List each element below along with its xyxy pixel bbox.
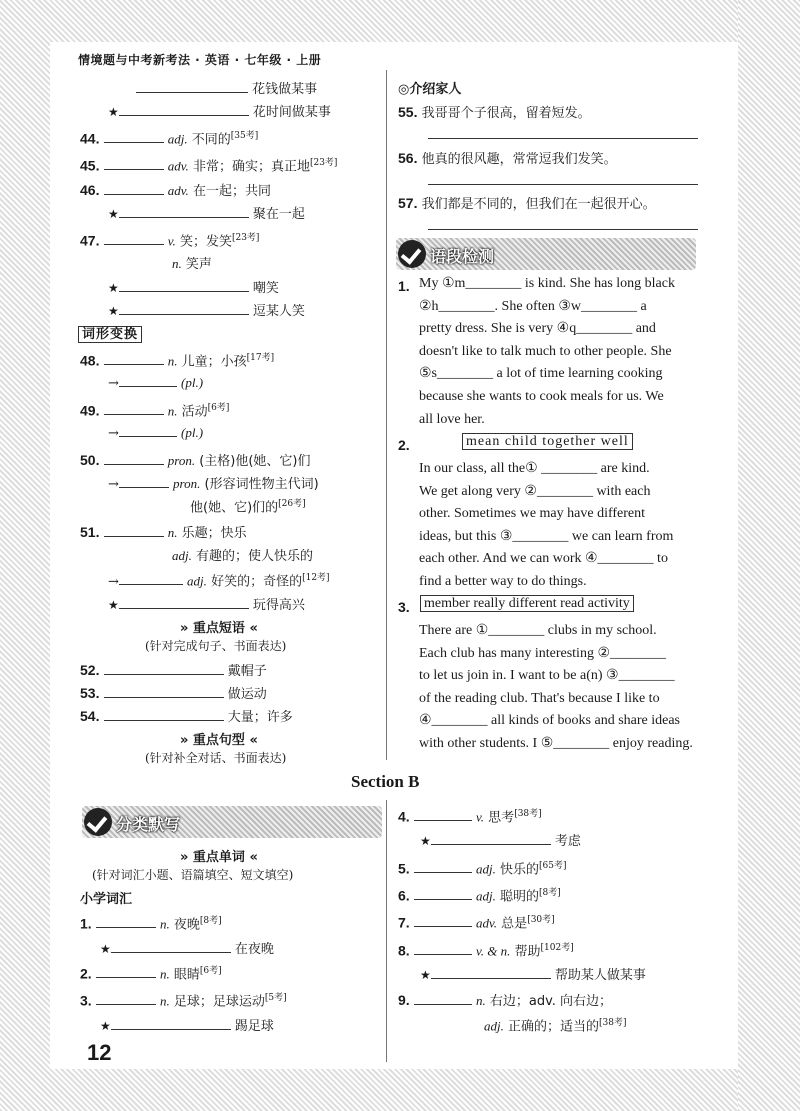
page-border-right [738, 0, 800, 1111]
b-entry-8: 8. v. & n. 帮助[102考] [398, 942, 574, 960]
b-entry-2: 2. n. 眼睛[6考] [80, 965, 222, 983]
top-item: 花钱做某事 [108, 78, 317, 97]
sentence-55: 55. 我哥哥个子很高，留着短发。 [398, 104, 591, 121]
phrases-note: (针对完成句子、书面表达) [145, 639, 287, 653]
entry-51-funny: → adj. 好笑的；奇怪的[12考] [108, 573, 330, 590]
b-entry-star: ★ 在夜晚 [100, 942, 274, 957]
top-item: ★ 花时间做某事 [108, 105, 331, 120]
b-entry-6: 6. adj. 聪明的[8考] [398, 887, 561, 905]
column-divider [386, 70, 387, 760]
passage-2-num: 2. [398, 437, 410, 453]
b-entry-star: ★ 考虑 [420, 834, 581, 849]
entry-50-poss-cont: 他(她、它)们的[26考] [190, 499, 306, 516]
entry-45: 45. adv. 非常；确实；真正地[23考] [80, 157, 338, 175]
b-entry-9: 9. n. 右边；adv. 向右边； [398, 992, 613, 1009]
entry-51-adj: adj. 有趣的；使人快乐的 [172, 548, 314, 564]
b-entry-5: 5. adj. 快乐的[65考] [398, 860, 567, 878]
answer-line [428, 127, 698, 143]
entry-49: 49. n. 活动[6考] [80, 402, 230, 420]
page-border-top [0, 0, 800, 42]
primary-vocab-label: 小学词汇 [80, 892, 133, 907]
section-b-title: Section B [351, 772, 420, 791]
entry-star: ★ 逗某人笑 [108, 304, 305, 319]
b-entry-3: 3. n. 足球；足球运动[5考] [80, 992, 287, 1010]
entry-48: 48. n. 儿童；小孩[17考] [80, 352, 275, 370]
entry-46: 46. adv. 在一起；共同 [80, 182, 271, 199]
patterns-heading: » 重点句型 « [180, 733, 258, 748]
b-entry-4: 4. v. 思考[38考] [398, 808, 542, 826]
passage-3-wordbox: member really different read activity [420, 596, 634, 612]
banner-passage-title: 语段检测 [430, 247, 495, 266]
entry-48-pl: → (pl.) [108, 375, 204, 391]
entry-star: ★ 嘲笑 [108, 281, 279, 296]
b-entry-7: 7. adv. 总是[30考] [398, 914, 555, 932]
passage-3-num: 3. [398, 599, 410, 615]
passage-2: In our class, all the① ________ are kind. We get along very ②________ with each other. Sometimes we may have different ideas, but this ③________ we can learn from each other. And we can work ④________ to find a better way to do things. [419, 461, 674, 589]
page-border-bottom [0, 1069, 800, 1111]
sentence-57: 57. 我们都是不同的，但我们在一起很开心。 [398, 195, 656, 212]
b-entry-1: 1. n. 夜晚[8考] [80, 915, 222, 933]
patterns-note: (针对补全对话、书面表达) [145, 751, 287, 765]
entry-50-poss: → pron. (形容词性物主代词) [108, 476, 319, 492]
b-entry-star: ★ 踢足球 [100, 1019, 274, 1034]
entry-44: 44. adj. 不同的[35考] [80, 130, 259, 148]
b-entry-9-adj: adj. 正确的；适当的[38考] [484, 1018, 627, 1035]
page-number: 12 [87, 1040, 112, 1065]
phrases-heading: » 重点短语 « [180, 621, 258, 636]
entry-50: 50. pron. (主格)他(她、它)们 [80, 452, 311, 469]
b-entry-star: ★ 帮助某人做某事 [420, 968, 646, 983]
intro-heading: ◎介绍家人 [398, 82, 462, 97]
section-label-transform: 词形变换 [78, 323, 142, 342]
entry-52: 52. 戴帽子 [80, 662, 267, 679]
check-icon [84, 808, 112, 836]
passage-3: There are ①________ clubs in my school. Each club has many interesting ②________ to let us join in. I want to be a(n) ③________ of the reading club. That's because I like to ④________ all kinds of books and share ideas with other students. I ⑤________ enjoy reading. [419, 623, 693, 751]
entry-49-pl: → (pl.) [108, 425, 204, 441]
column-divider-b [386, 800, 387, 1062]
check-icon [398, 240, 426, 268]
passage-2-wordbox: mean child together well [462, 434, 633, 450]
entry-star: ★ 聚在一起 [108, 207, 305, 222]
banner-categorized-title: 分类默写 [116, 815, 181, 834]
sentence-56: 56. 他真的很风趣，常常逗我们发笑。 [398, 150, 617, 167]
entry-star: ★ 玩得高兴 [108, 598, 305, 613]
entry-51: 51. n. 乐趣；快乐 [80, 524, 247, 541]
page-header: 情境题与中考新考法 · 英语 · 七年级 · 上册 [78, 53, 322, 67]
entry-53: 53. 做运动 [80, 685, 267, 702]
words-heading: » 重点单词 « [180, 850, 258, 865]
answer-line [428, 218, 698, 234]
words-note: (针对词汇小题、语篇填空、短文填空) [92, 868, 294, 882]
entry-54: 54. 大量；许多 [80, 708, 293, 725]
page-border-left [0, 0, 50, 1111]
passage-1-num: 1. [398, 278, 410, 294]
entry-47-n: n. 笑声 [172, 256, 212, 272]
answer-line [428, 173, 698, 189]
passage-1: My ①m________ is kind. She has long black ②h________. She often ③w________ a pretty dress. She is very ④q________ and doesn't like to talk much to other people. She ⑤s________ a lot of time learning cooking because she wants to cook meals for us. We all love her. [419, 276, 675, 427]
entry-47: 47. v. 笑；发笑[23考] [80, 232, 260, 250]
